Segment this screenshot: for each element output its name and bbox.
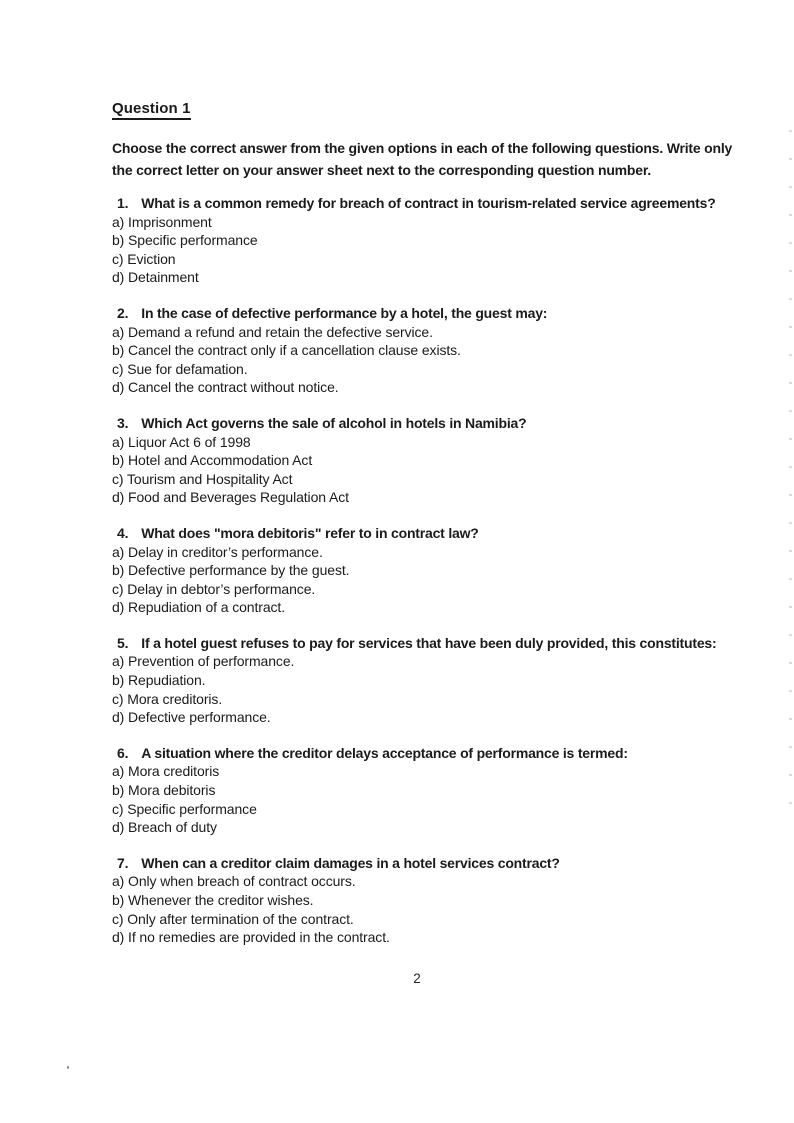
answer-option: a) Mora creditoris xyxy=(112,763,220,780)
question-text: When can a creditor claim damages in a hotel services contract? xyxy=(141,854,560,871)
question-text: What does "mora debitoris" refer to in contract law? xyxy=(141,524,479,541)
answer-option: d) Cancel the contract without notice. xyxy=(112,379,339,396)
answer-option: d) Breach of duty xyxy=(112,819,217,836)
question-text: If a hotel guest refuses to pay for services that have been duly provided, this constitutes: xyxy=(141,634,717,651)
answer-option: a) Demand a refund and retain the defective service. xyxy=(112,323,433,340)
answer-option: b) Mora debitoris xyxy=(112,782,216,799)
question-header xyxy=(112,634,732,653)
question-text: Which Act governs the sale of alcohol in hotels in Namibia? xyxy=(141,414,527,431)
answer-option: d) Repudiation of a contract. xyxy=(112,599,285,616)
answer-option: c) Only after termination of the contract. xyxy=(112,910,354,927)
question-header xyxy=(112,524,732,543)
answer-option: a) Prevention of performance. xyxy=(112,653,295,670)
answer-option: b) Hotel and Accommodation Act xyxy=(112,452,313,469)
question-text: A situation where the creditor delays acceptance of performance is termed: xyxy=(141,744,628,761)
question-list xyxy=(112,194,732,947)
question-number: 5. xyxy=(117,634,129,651)
question-text: What is a common remedy for breach of contract in tourism-related service agreements? xyxy=(141,195,716,211)
question-number: 7. xyxy=(117,854,129,871)
question-block xyxy=(112,634,732,727)
answer-option: b) Repudiation. xyxy=(112,672,206,689)
question-number: 1. xyxy=(117,195,129,211)
section-title xyxy=(112,100,732,117)
question-header xyxy=(112,194,732,213)
answer-option: d) Defective performance. xyxy=(112,709,271,726)
answer-option: d) Detainment xyxy=(112,269,199,286)
answer-option: b) Defective performance by the guest. xyxy=(112,562,350,579)
question-block xyxy=(112,854,732,947)
answer-option: a) Delay in creditor’s performance. xyxy=(112,543,323,560)
question-number: 4. xyxy=(117,524,129,541)
answer-option: d) Food and Beverages Regulation Act xyxy=(112,489,349,506)
answer-option: c) Delay in debtor’s performance. xyxy=(112,580,316,597)
answer-option: b) Specific performance xyxy=(112,232,258,249)
question-header xyxy=(112,414,732,433)
question-block xyxy=(112,414,732,507)
question-number: 2. xyxy=(117,304,129,321)
instructions xyxy=(112,138,732,181)
answer-option: c) Mora creditoris. xyxy=(112,690,223,707)
scan-artifact-right-edge xyxy=(789,130,792,830)
answer-option: c) Specific performance xyxy=(112,800,257,817)
question-block xyxy=(112,524,732,617)
question-block xyxy=(112,304,732,397)
answer-option: a) Only when breach of contract occurs. xyxy=(112,873,356,890)
answer-option: a) Liquor Act 6 of 1998 xyxy=(112,433,251,450)
instructions-line-2: the correct letter on your answer sheet next to the corresponding question number. xyxy=(112,161,652,178)
question-header xyxy=(112,854,732,873)
question-header xyxy=(112,744,732,763)
answer-option: d) If no remedies are provided in the contract. xyxy=(112,929,390,946)
answer-option: c) Tourism and Hospitality Act xyxy=(112,470,293,487)
question-number: 3. xyxy=(117,414,129,431)
question-text: In the case of defective performance by a hotel, the guest may: xyxy=(141,304,548,321)
question-block xyxy=(112,194,732,287)
answer-option: c) Sue for defamation. xyxy=(112,360,248,377)
answer-option: c) Eviction xyxy=(112,250,176,267)
question-number: 6. xyxy=(117,744,129,761)
page-number: 2 xyxy=(413,971,421,986)
question-block xyxy=(112,744,732,837)
answer-option: b) Cancel the contract only if a cancellation clause exists. xyxy=(112,342,461,359)
instructions-line-1: Choose the correct answer from the given options in each of the following questions. Write only xyxy=(112,140,733,156)
question-header xyxy=(112,304,732,323)
answer-option: a) Imprisonment xyxy=(112,213,212,230)
answer-option: b) Whenever the creditor wishes. xyxy=(112,892,314,908)
scan-artifact-speck xyxy=(67,1066,69,1069)
section-title-text: Question 1 xyxy=(112,100,191,120)
document-content xyxy=(112,100,732,964)
